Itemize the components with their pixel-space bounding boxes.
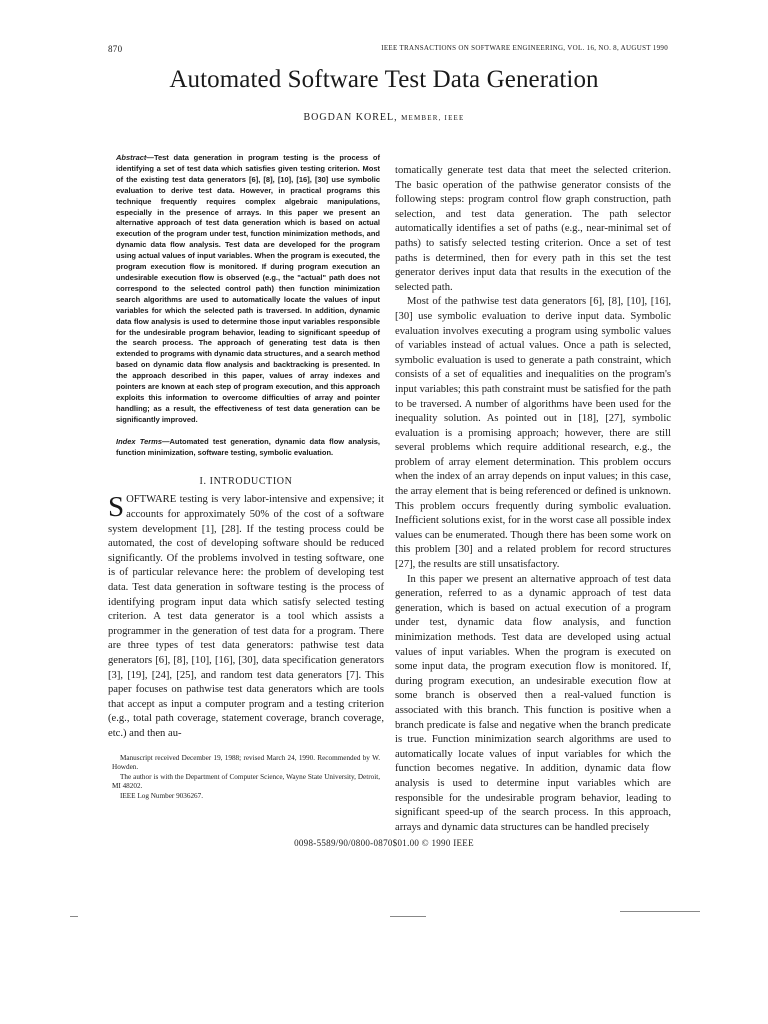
index-terms-text: Automated test generation, dynamic data flow analysis, function minimization, software testing, symbolic evaluation.: [116, 436, 380, 457]
abstract-text: Test data generation in program testing is the process of identifying a set of test data which satisfies given testing criterion. Most of the existing test data generators [6], [8], [10], [16], [30] use symbolic evaluation to derive test data. However, in practical programs this technique frequently requires complex algebraic manipulations, especially in the presence of arrays. In this paper we present an alternative approach of test data generation which is based on actual execution of the program under test, function minimization methods, and dynamic data flow analysis. Test data are developed for the program using actual values of input variables. When the program is executed, the program execution flow is monitored. If during program execution an undesirable execution flow is observed (e.g., the "actual" path does not correspond to the selected control path) then function minimization search algorithms are used to automatically locate the values of input variables for which the selected path is traversed. In addition, dynamic data flow analysis is used to determine those input variables responsible for the undesirable program behavior, leading to significant speedup of the search process. The approach of generating test data is then extended to programs with dynamic data structures, and a search method based on dynamic data flow analysis and backtracking is presented. In the approach described in this paper, values of array indexes and pointers are known at each step of program execution, and this approach exploits this information to overcome difficulties of array and pointer handling; as a result, the effectiveness of test data generation can be significantly improved.: [116, 153, 380, 424]
index-terms: [108, 437, 384, 459]
footnote: [108, 754, 384, 802]
right-paragraph-2: Most of the pathwise test data generators [6], [8], [10], [16], [30] use symbolic evaluation to derive input data. Symbolic evaluation involves executing a program using symbolic values of variables instead of actual values. Once a path is selected, symbolic evaluation is used to generate a path constraint, which consists of a set of equalities and inequalities on the program's input variables; this path constraint must be satisfied for the path to be traversed. A number of algorithms have been used for the inequality solution. As pointed out in [18], [27], symbolic evaluation is a promising approach; however, there are still several problems which require additional research, e.g., the problem of array element determination. This problem occurs when the index of an array depends on input values; in this case, the array element that is being referenced or defined is unknown. This problem occurs frequently during symbolic evaluation. Inefficient solutions exist, for in the worst case all possible index values can be enumerated. Though there has been some work on this problem [30] and a related problem for record structures [27], the results are still unsatisfactory.: [395, 296, 671, 571]
page-number: 870: [108, 44, 123, 54]
paper-title: Automated Software Test Data Generation: [169, 66, 599, 93]
right-paragraph-3: In this paper we present an alternative approach of test data generation, referred to as a dynamic approach of test data generation, which is based on actual execution of a program under test, dynamic data flow analysis, and function minimization methods. Test data are developed using actual values of input variables. When the program is executed on some input data, the program execution flow is monitored. If, during program execution, an undesirable execution flow at some branch is observed then a real-valued function is associated with this branch. This function is positive when a branch predicate is false and negative when the branch predicate is true. Function minimization search algorithms are used to automatically locate values of input variables for which the function becomes negative. In addition, dynamic data flow analysis is used to determine input variables which are responsible for the undesirable program behavior, leading to significant speed-up of the search process. In this approach, arrays and dynamic data structures can be handled precisely: [395, 573, 671, 833]
footnote-manuscript: Manuscript received December 19, 1988; revised March 24, 1990. Recommended by W. Howden.: [112, 753, 380, 772]
footnote-affiliation: The author is with the Department of Computer Science, Wayne State University, Detroit, MI 48202.: [112, 772, 380, 791]
author-affiliation: MEMBER, IEEE: [401, 114, 465, 122]
right-paragraph-1: tomatically generate test data that meet the selected criterion. The basic operation of the pathwise generator consists of the following steps: program control flow graph construction, path selection, and test data generation. The path selector automatically identifies a set of paths (e.g., near-minimal set of paths) to satisfy selected testing criterion. Once a set of test paths is determined, then for every path in this set the test generator derives input data that results in the execution of the selected path.: [395, 165, 671, 293]
scan-artifact-line: [70, 916, 78, 917]
journal-name: IEEE TRANSACTIONS ON SOFTWARE ENGINEERING, VOL. 16, NO. 8, AUGUST 1990: [381, 44, 668, 52]
footnote-log-number: IEEE Log Number 9036267.: [120, 791, 204, 800]
author-name: BOGDAN KOREL,: [303, 112, 398, 123]
abstract: [108, 153, 384, 426]
index-terms-lead: Index Terms—: [116, 436, 170, 446]
author-line: [0, 112, 768, 123]
section-heading-introduction: I. INTRODUCTION: [199, 476, 293, 488]
copyright-line: 0098-5589/90/0800-0870$01.00 © 1990 IEEE: [294, 838, 474, 848]
scan-artifact-line: [390, 916, 426, 917]
right-column: [395, 164, 671, 835]
left-column: [108, 153, 384, 801]
scan-artifact-line: [620, 911, 700, 912]
intro-paragraph-text: OFTWARE testing is very labor-intensive and expensive; it accounts for approximately 50% of the cost of a software system development [1], [28]. If the testing process could be automated, the cost of developing software should be reduced significantly. Of the problems involved in testing software, one is of particular relevance here: the problem of developing test data. Test data generation in software testing is the process of identifying program input data which satisfy selected testing criterion. A test data generator is a tool which assists a programmer in the generation of test data for a program. There are three types of test data generators: pathwise test data generators [6], [8], [10], [16], [30], data specification generators [3], [19], [24], [25], and random test data generators [7]. This paper focuses on pathwise test data generators which are tools that accept as input a computer program and a testing criterion (e.g., total path coverage, statement coverage, branch coverage, etc.) and then au-: [108, 494, 384, 739]
drop-cap: S: [108, 491, 125, 524]
intro-paragraph: [108, 493, 384, 741]
abstract-lead: Abstract—: [116, 153, 154, 162]
